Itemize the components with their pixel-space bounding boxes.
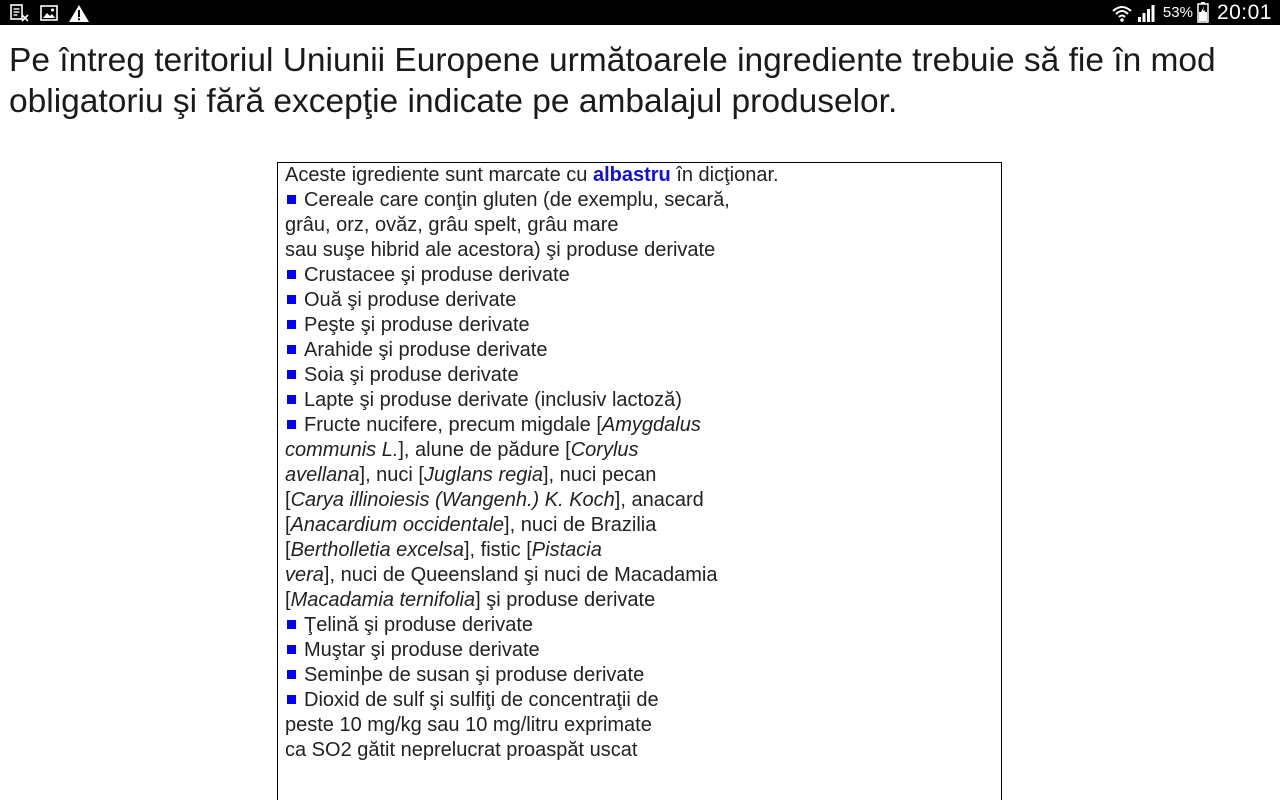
bullet-icon bbox=[287, 195, 296, 204]
list-item-nuts: Fructe nucifere, precum migdale [Amygdalus bbox=[285, 413, 1001, 438]
list-item-mustard: Muştar şi produse derivate bbox=[285, 638, 1001, 663]
list-item-sulphites: Dioxid de sulf şi sulfiţi de concentraţii de bbox=[285, 688, 1001, 713]
list-item-sesame: Seminþe de susan şi produse derivate bbox=[285, 663, 1001, 688]
image-icon[interactable] bbox=[40, 5, 58, 21]
list-item-cereals: Cereale care conţin gluten (de exemplu, secară, bbox=[285, 188, 1001, 213]
highlight-word: albastru bbox=[592, 164, 671, 186]
list-item-milk: Lapte şi produse derivate (inclusiv lactoză) bbox=[285, 388, 1001, 413]
list-item-celery: Ţelină şi produse derivate bbox=[285, 613, 1001, 638]
signal-icon bbox=[1137, 3, 1157, 23]
bullet-icon bbox=[287, 270, 296, 279]
list-item-nuts-cont: [Bertholletia excelsa], fistic [Pistacia bbox=[285, 539, 602, 561]
warning-icon[interactable] bbox=[68, 4, 90, 23]
list-item-nuts-cont: vera], nuci de Queensland şi nuci de Macadamia bbox=[285, 564, 718, 586]
status-bar bbox=[0, 0, 1280, 25]
list-item-eggs: Ouă şi produse derivate bbox=[285, 288, 1001, 313]
bullet-icon bbox=[287, 345, 296, 354]
list-item-cereals-cont: grâu, orz, ovăz, grâu spelt, grâu mare bbox=[285, 214, 619, 236]
list-item-fish: Peşte şi produse derivate bbox=[285, 313, 1001, 338]
list-item-sulphites-cont: peste 10 mg/kg sau 10 mg/litru exprimate bbox=[285, 714, 652, 736]
list-item-soy: Soia şi produse derivate bbox=[285, 363, 1001, 388]
bullet-icon bbox=[287, 645, 296, 654]
bullet-icon bbox=[287, 695, 296, 704]
wifi-icon bbox=[1111, 3, 1133, 23]
bullet-icon bbox=[287, 370, 296, 379]
list-item-sulphites-cont: ca SO2 gătit neprelucrat proaspăt uscat bbox=[285, 739, 638, 761]
battery-icon bbox=[1197, 2, 1209, 23]
list-item-peanuts: Arahide şi produse derivate bbox=[285, 338, 1001, 363]
clock: 20:01 bbox=[1216, 0, 1272, 24]
intro-line: Aceste igrediente sunt marcate cu albastru în dicţionar. bbox=[285, 164, 779, 186]
bullet-icon bbox=[287, 620, 296, 629]
bullet-icon bbox=[287, 395, 296, 404]
list-item-nuts-cont: [Macadamia ternifolia] şi produse derivate bbox=[285, 589, 656, 611]
list-item-nuts-cont: [Anacardium occidentale], nuci de Brazilia bbox=[285, 514, 657, 536]
list-item-nuts-cont: avellana], nuci [Juglans regia], nuci pecan bbox=[285, 464, 657, 486]
bullet-icon bbox=[287, 670, 296, 679]
allergen-list-box bbox=[277, 162, 1002, 800]
battery-percent: 53% bbox=[1162, 4, 1193, 21]
notes-icon[interactable] bbox=[10, 4, 30, 22]
system-indicators bbox=[1111, 0, 1272, 25]
notification-icons bbox=[10, 3, 90, 23]
bullet-icon bbox=[287, 420, 296, 429]
bullet-icon bbox=[287, 320, 296, 329]
bullet-icon bbox=[287, 295, 296, 304]
list-item-crustaceans: Crustacee şi produse derivate bbox=[285, 263, 1001, 288]
page-heading: Pe întreg teritoriul Uniunii Europene următoarele ingrediente trebuie să fie în mod obligatoriu şi fără excepţie indicate pe ambalajul produselor. bbox=[9, 42, 1216, 120]
list-item-nuts-cont: communis L.], alune de pădure [Corylus bbox=[285, 439, 639, 461]
list-item-cereals-cont: sau suşe hibrid ale acestora) şi produse derivate bbox=[285, 239, 716, 261]
list-item-nuts-cont: [Carya illinoiesis (Wangenh.) K. Koch], anacard bbox=[285, 489, 704, 511]
